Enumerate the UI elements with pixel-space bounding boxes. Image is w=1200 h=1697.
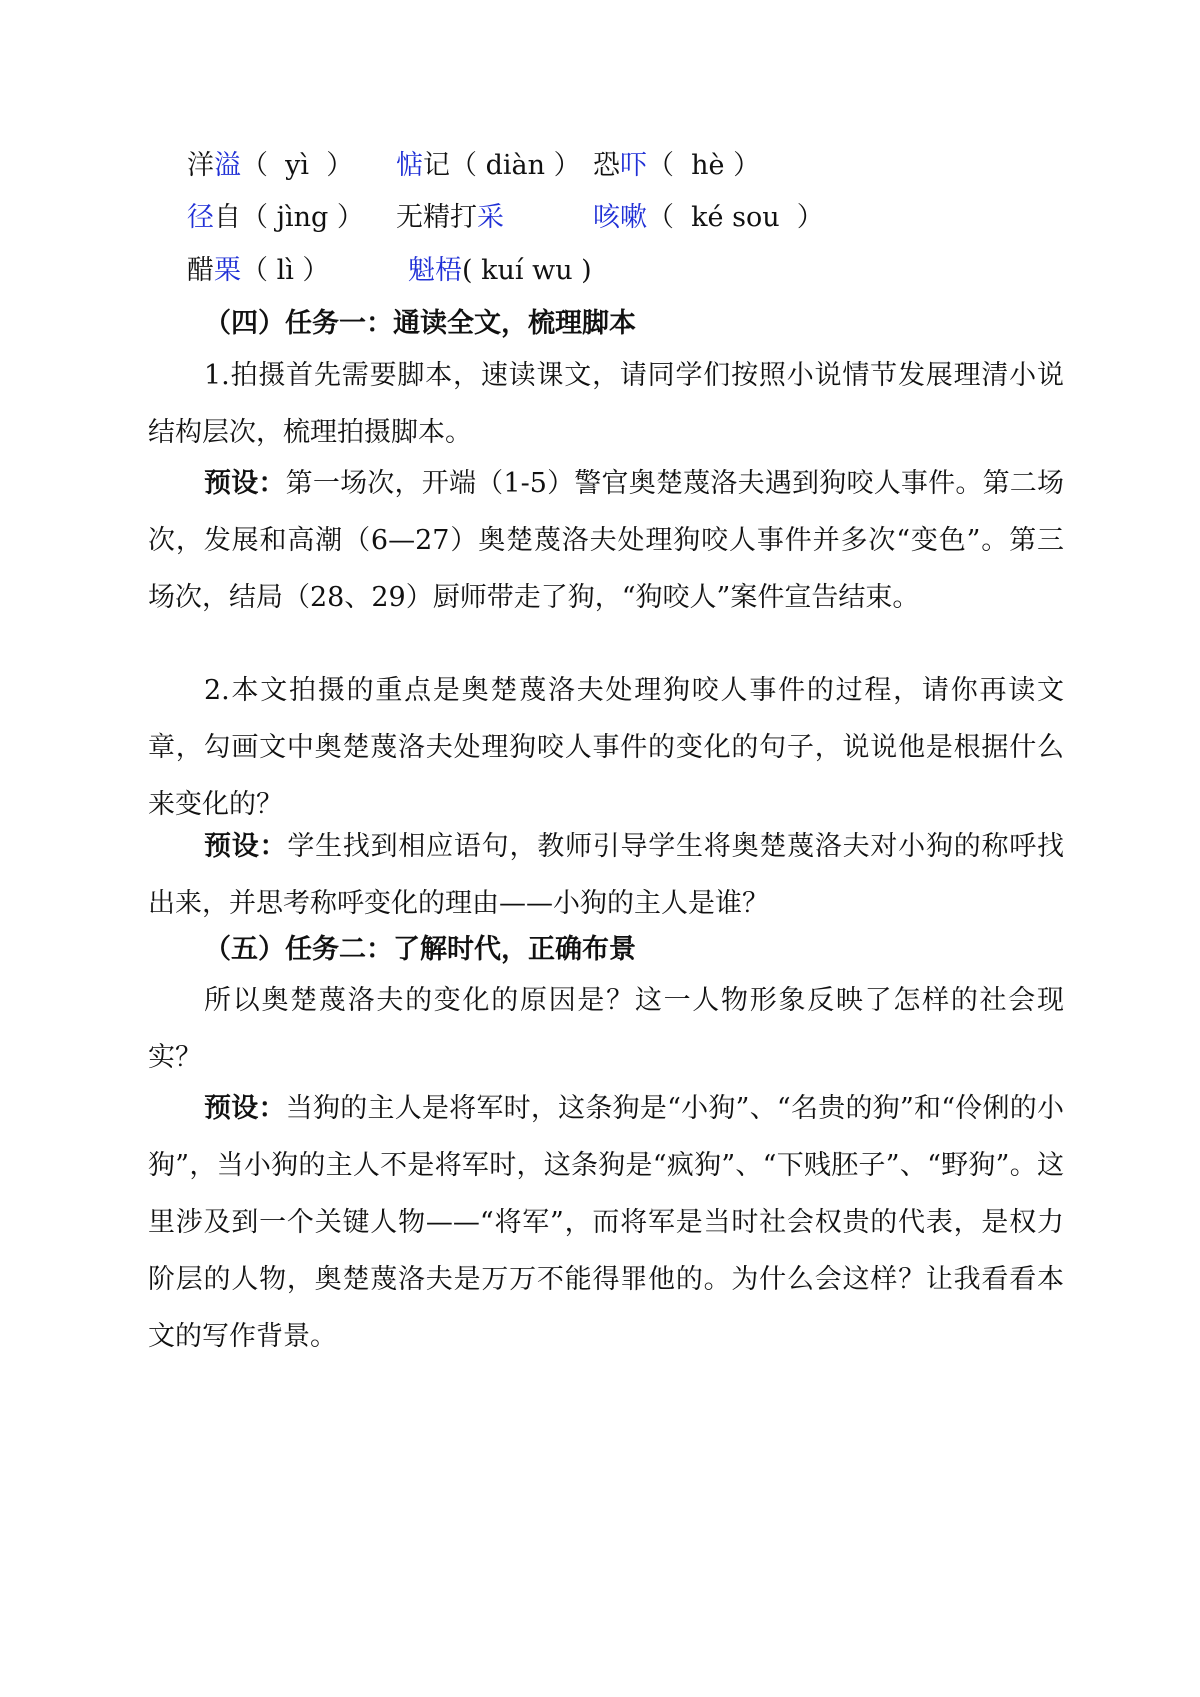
section4-question-2: 2.本文拍摄的重点是奥楚蔑洛夫处理狗咬人事件的过程，请你再读文章，勾画文中奥楚蔑洛夫处理狗咬人事件的变化的句子，说说他是根据什么来变化的？ <box>148 675 1064 820</box>
section4-answer-1: 预设：第一场次，开端（1-5）警官奥楚蔑洛夫遇到狗咬人事件。第二场次，发展和高潮（6—27）奥楚蔑洛夫处理狗咬人事件并多次“变色”。第三场次，结局（28、29）厨师带走了狗，“狗咬人”案件宣告结束。 <box>148 468 1064 613</box>
vocab-item-culi: 醋栗（ lì ） <box>187 255 330 286</box>
answer-label: 预设： <box>204 1093 286 1124</box>
section4-answer-2: 预设：学生找到相应语句，教师引导学生将奥楚蔑洛夫对小狗的称呼找出来，并思考称呼变化的理由——小狗的主人是谁？ <box>148 831 1065 919</box>
vocab-item-jingzi: 径自（ jìng ） <box>187 202 364 233</box>
vocab-item-yangyi: 洋溢（ yì ） <box>187 150 354 181</box>
section5-heading: （五）任务二：了解时代，正确布景 <box>204 934 636 965</box>
section5-question-1: 所以奥楚蔑洛夫的变化的原因是？这一人物形象反映了怎样的社会现实？ <box>148 985 1064 1073</box>
vocab-item-konghe: 恐吓（ hè ） <box>593 150 761 181</box>
section5-answer-1: 预设：当狗的主人是将军时，这条狗是“小狗”、“名贵的狗”和“伶俐的小狗”，当小狗的主人不是将军时，这条狗是“疯狗”、“下贱胚子”、“野狗”。这里涉及到一个关键人物——“将军”，而将军是当时社会权贵的代表，是权力阶层的人物，奥楚蔑洛夫是万万不能得罪他的。为什么会这样？让我看看本文的写作背景。 <box>148 1093 1065 1352</box>
vocab-item-wujingdacai: 无精打采 <box>396 202 504 233</box>
vocab-item-kuiwu: 魁梧( kuí wu ) <box>408 255 592 286</box>
vocab-item-kesou: 咳嗽（ ké sou ） <box>593 202 824 233</box>
answer-label: 预设： <box>204 831 288 862</box>
answer-label: 预设： <box>204 468 286 499</box>
section4-heading: （四）任务一：通读全文，梳理脚本 <box>204 308 636 339</box>
section4-question-1: 1.拍摄首先需要脚本，速读课文，请同学们按照小说情节发展理清小说结构层次，梳理拍摄脚本。 <box>148 360 1064 448</box>
vocab-item-dianji: 惦记（ diàn ） <box>396 150 581 181</box>
